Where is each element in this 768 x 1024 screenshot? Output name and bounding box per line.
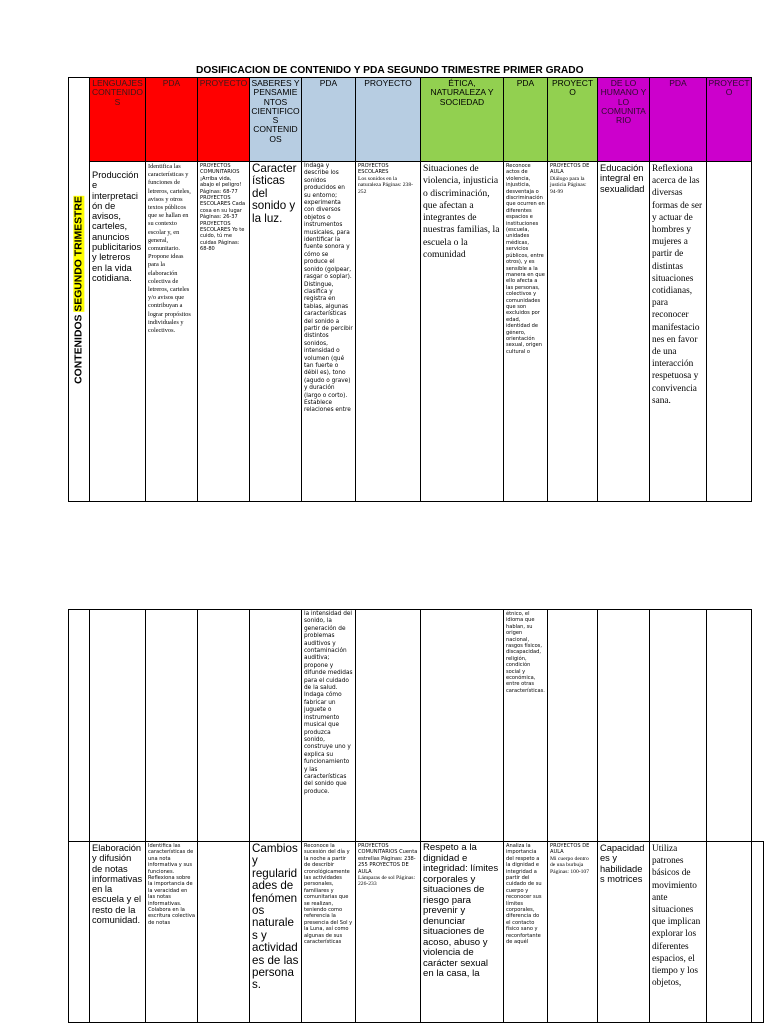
- header-humano-pda: PDA: [650, 78, 707, 162]
- cont-spacer: [752, 610, 764, 842]
- cont-humano-proyecto: [707, 610, 752, 842]
- row2-etica-contenido: Respeto a la dignidad e integridad: límites corporales y situaciones de riesgo para prevenir y denunciar situaciones de acoso, abuso y violencia de carácter sexual en la casa, la: [421, 842, 504, 1023]
- row1-humano-contenido: Educación integral en sexualidad: [598, 162, 650, 502]
- header-saberes-proyecto: PROYECTO: [356, 78, 421, 162]
- cont-etica-proyecto: [548, 610, 598, 842]
- row2-humano-proyecto: [707, 842, 752, 1023]
- row2-lenguajes-pda: Identifica las características de una nota informativa y sus funciones. Reflexiona sobre la importancia de la veracidad en las notas informativas. Colabora en la escritura colectiva de notas: [146, 842, 198, 1023]
- cont-side-cell: [69, 610, 90, 842]
- cont-saberes-proyecto: [356, 610, 421, 842]
- cont-saberes-pda: la intensidad del sonido, la generación de problemas auditivos y contaminación auditiva; propone y difunde medidas para el cuidado de la salud. Indaga cómo fabricar un juguete o instrumento musical que produzca sonido, construye uno y explica su funcionamiento y las características del sonido que produce.: [302, 610, 356, 842]
- row2-humano-pda: Utiliza patrones básicos de movimiento ante situaciones que implican explorar los diferentes espacios, el tiempo y los objetos,: [650, 842, 707, 1023]
- dosificacion-table-page-2: [68, 609, 764, 1023]
- row1-etica-contenido: Situaciones de violencia, injusticia o discriminación, que afectan a integrantes de nuestras familias, la escuela o la comunidad: [421, 162, 504, 502]
- cont-lenguajes-pda: [146, 610, 198, 842]
- row2-humano-contenido: Capacidades y habilidades motrices: [598, 842, 650, 1023]
- row2-etica-pda: Analiza la importancia del respeto a la dignidad e integridad a partir del cuidado de su cuerpo y reconocer sus límites corporales, diferencia do el contacto físico sano y reconfortante de aquél: [504, 842, 548, 1023]
- row1-saberes-contenido: Características del sonido y la luz.: [250, 162, 302, 502]
- row2-lenguajes-proyecto: [198, 842, 250, 1023]
- row2-side-cell: [69, 842, 90, 1023]
- cont-humano-contenido: [598, 610, 650, 842]
- row1-saberes-proyecto: PROYECTOS ESCOLARES Los sonidos en la naturaleza Páginas: 238-252: [356, 162, 421, 502]
- row1-etica-proyecto: PROYECTOS DE AULA Diálogo para la justicia Páginas: 94-99: [548, 162, 598, 502]
- header-lenguajes-proyecto: PROYECTO: [198, 78, 250, 162]
- header-saberes-contenidos: SABERES Y PENSAMIENTOS CIENTIFICOS CONTENIDOS: [250, 78, 302, 162]
- row1-humano-proyecto: [707, 162, 752, 502]
- cont-etica-contenido: [421, 610, 504, 842]
- row1-lenguajes-pda: Identifica las características y funciones de letreros, carteles, avisos y otros textos públicos que se hallan en su contexto escolar y, en general, comunitario. Propone ideas para la elaboración colectiva de letreros, carteles y/o avisos que contribuyan a lograr propósitos individuales y colectivos.: [146, 162, 198, 502]
- header-etica-pda: PDA: [504, 78, 548, 162]
- row1-saberes-pda: Indaga y describe los sonidos producidos en su entorno; experimenta con diversos objetos o instrumentos musicales, para identificar la fuente sonora y cómo se produce el sonido (golpear, rasgar o soplar). Distingue, clasifica y registra en tablas, algunas características del sonido a partir de percibir distintos sonidos, intensidad o volumen (qué tan fuerte o débil es), tono (agudo o grave) y duración (largo o corto). Establece relaciones entre: [302, 162, 356, 502]
- header-etica-proyecto: PROYECTO: [548, 78, 598, 162]
- row1-etica-pda: Reconoce actos de violencia, injusticia, desventaja o discriminación que ocurren en diferentes espacios e instituciones (escuela, unidades médicas, servicios públicos, entre otros), y es sensible a la manera en que ello afecta a las personas, colectivos y comunidades que son excluidos por edad, identidad de género, orientación sexual, origen cultural o: [504, 162, 548, 502]
- header-etica-contenidos: ÉTICA, NATURALEZA Y SOCIEDAD: [421, 78, 504, 162]
- row2-saberes-pda: Reconoce la sucesión del día y la noche a partir de describir cronológicamente las actividades personales, familiares y comunitarias que se realizan, teniendo como referencia la presencia del Sol y la Luna, así como algunas de sus características: [302, 842, 356, 1023]
- header-humano-proyecto: PROYECTO: [707, 78, 752, 162]
- row1-lenguajes-contenido: Producción e interpretación de avisos, carteles, anuncios publicitarios y letreros en la vida cotidiana.: [90, 162, 146, 502]
- cont-etica-pda: étnico, el idioma que hablan, su origen nacional, rasgos físicos, discapacidad, religión, condición social y económica, entre otras características.: [504, 610, 548, 842]
- cont-humano-pda: [650, 610, 707, 842]
- cont-saberes-contenido: [250, 610, 302, 842]
- cont-lenguajes-contenido: [90, 610, 146, 842]
- dosificacion-table-page-1: [68, 77, 752, 502]
- document-title: DOSIFICACION DE CONTENIDO Y PDA SEGUNDO TRIMESTRE PRIMER GRADO: [196, 65, 584, 76]
- row2-saberes-contenido: Cambios y regularidades de fenómenos naturales y actividades de las personas.: [250, 842, 302, 1023]
- row2-extra-cell: [752, 842, 764, 1023]
- row2-etica-proyecto: PROYECTOS DE AULA Mi cuerpo dentro de una burbuja Páginas: 100-107: [548, 842, 598, 1023]
- header-humano-contenidos: DE LO HUMANO Y LO COMUNITARIO: [598, 78, 650, 162]
- header-saberes-pda: PDA: [302, 78, 356, 162]
- trimestre-side-label: CONTENIDOS SEGUNDO TRIMESTRE: [69, 78, 90, 502]
- row2-saberes-proyecto: PROYECTOS COMUNITARIOS Cuenta estrellas Páginas: 238-255 PROYECTOS DE AULA Lámparas de sol Páginas: 226-233: [356, 842, 421, 1023]
- row1-humano-pda: Reflexiona acerca de las diversas formas de ser y actuar de hombres y mujeres a partir de distintas situaciones cotidianas, para reconocer manifestaciones en favor de una interacción respetuosa y convivencia sana.: [650, 162, 707, 502]
- row1-lenguajes-proyecto: PROYECTOS COMUNITARIOS ¡Arriba vida, abajo el peligro! Páginas: 68-77 PROYECTOS ESCOLARES Cada cosa en su lugar Páginas: 26-37 PROYECTOS ESCOLARES Yo te cuido, tú me cuidas Páginas: 68-80: [198, 162, 250, 502]
- header-lenguajes-pda: PDA: [146, 78, 198, 162]
- header-lenguajes-contenidos: LENGUAJES CONTENIDOS: [90, 78, 146, 162]
- cont-lenguajes-proyecto: [198, 610, 250, 842]
- row2-lenguajes-contenido: Elaboración y difusión de notas informativas en la escuela y el resto de la comunidad.: [90, 842, 146, 1023]
